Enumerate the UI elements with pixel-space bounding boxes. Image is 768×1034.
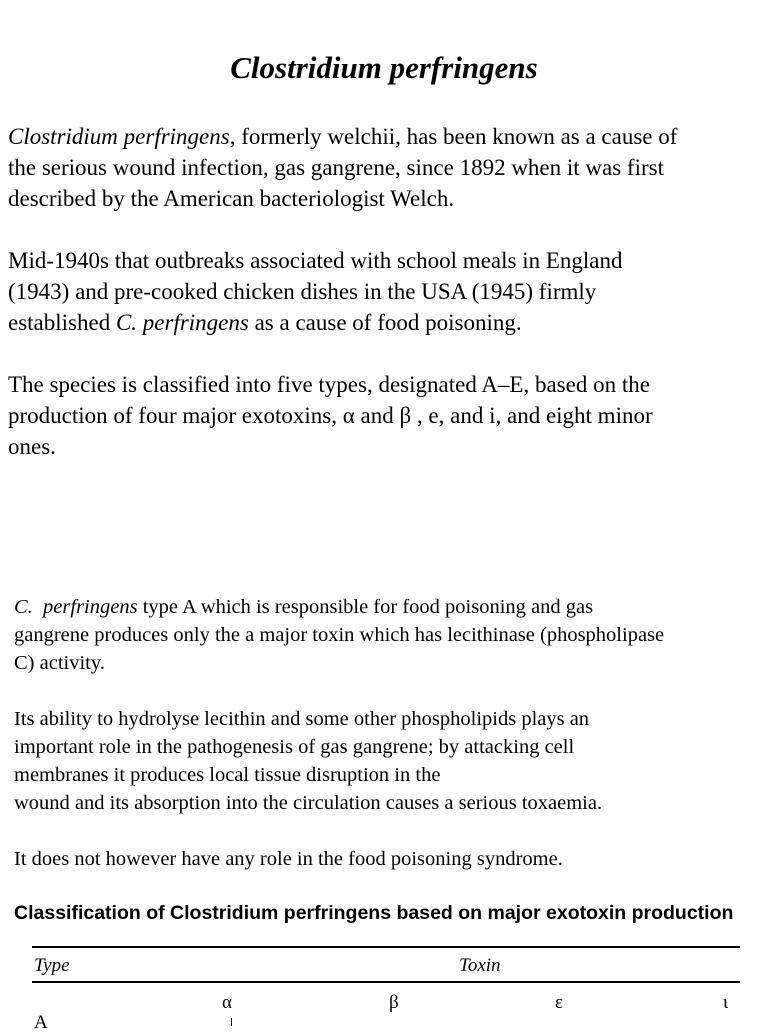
species-name: C. perfringens xyxy=(115,310,249,335)
paragraph-classification xyxy=(8,369,766,462)
text-line: C. perfringens type A which is responsible for food poisoning and gas xyxy=(14,596,594,618)
species-name: Clostridium perfringens xyxy=(8,124,230,149)
text-line: established C. perfringens as a cause of food poisoning. xyxy=(8,310,522,335)
text-line: Clostridium perfringens, formerly welchii, has been known as a cause of xyxy=(8,124,678,149)
table-header-rule xyxy=(32,981,740,983)
paragraph-food-poisoning xyxy=(14,845,766,873)
text-line: production of four major exotoxins, α and β , e, and i, and eight minor xyxy=(8,403,653,428)
text-line: gangrene produces only the a major toxin which has lecithinase (phospholipase xyxy=(14,624,665,646)
table-row-type-a: A xyxy=(34,1012,48,1033)
text-line: It does not however have any role in the food poisoning syndrome. xyxy=(14,848,563,870)
text-line: membranes it produces local tissue disruption in the xyxy=(14,764,441,786)
text-line: C) activity. xyxy=(14,652,105,674)
toxin-alpha: α xyxy=(222,992,232,1013)
paragraph-pathogenesis xyxy=(14,705,766,817)
type-a-section xyxy=(14,593,766,901)
text-line: (1943) and pre-cooked chicken dishes in the USA (1945) firmly xyxy=(8,279,597,304)
toxin-epsilon: ε xyxy=(555,992,563,1013)
text-line: the serious wound infection, gas gangrene, since 1892 when it was first xyxy=(8,155,664,180)
text-line: ones. xyxy=(8,434,56,459)
page-title: Clostridium perfringens xyxy=(230,50,538,85)
text-line: Its ability to hydrolyse lecithin and some other phospholipids plays an xyxy=(14,708,590,730)
text-line: important role in the pathogenesis of gas gangrene; by attacking cell xyxy=(14,736,575,758)
table-header-toxin: Toxin xyxy=(459,955,501,976)
table-caption: Classification of Clostridium perfringens based on major exotoxin production xyxy=(14,902,734,924)
paragraph-outbreaks xyxy=(8,245,766,338)
text-line: Mid-1940s that outbreaks associated with school meals in England xyxy=(8,248,623,273)
table-cell-mark xyxy=(231,1018,232,1026)
text-line: wound and its absorption into the circulation causes a serious toxaemia. xyxy=(14,792,603,814)
intro-section xyxy=(8,121,766,493)
toxin-iota: ι xyxy=(723,992,729,1013)
text-line: described by the American bacteriologist Welch. xyxy=(8,186,455,211)
toxin-beta: β xyxy=(389,992,399,1013)
table-header-type: Type xyxy=(34,955,70,976)
species-name: C. perfringens xyxy=(14,596,138,618)
table-top-rule xyxy=(32,946,740,948)
paragraph-history xyxy=(8,121,766,214)
paragraph-type-a xyxy=(14,593,766,677)
text-line: The species is classified into five types, designated A–E, based on the xyxy=(8,372,650,397)
